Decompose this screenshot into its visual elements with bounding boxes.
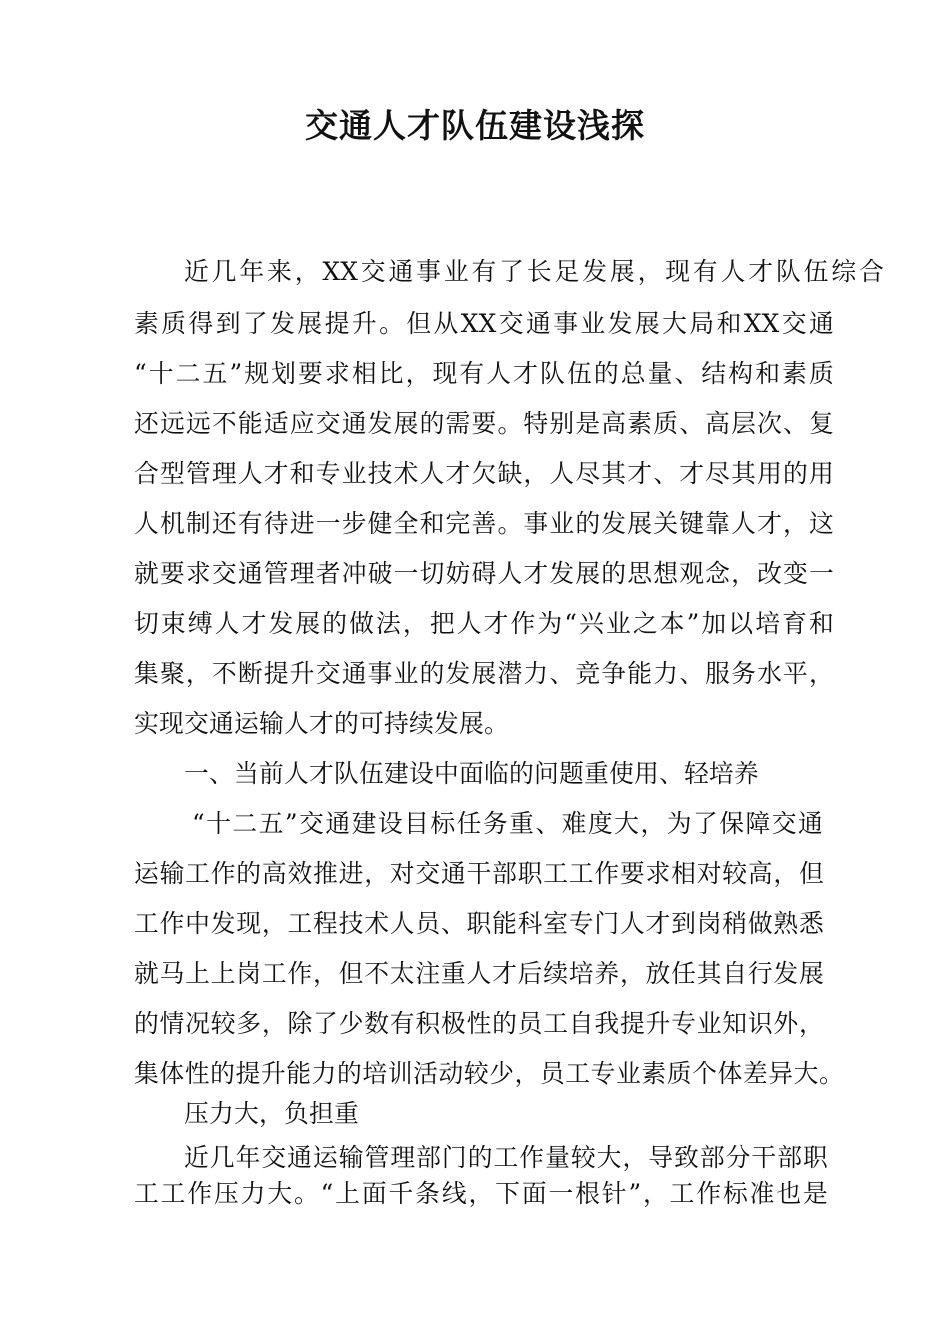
paragraph-line: 就马上上岗工作，但不太注重人才后续培养，放任其自行发展 xyxy=(134,959,824,988)
paragraph-line: 人机制还有待进一步健全和完善。事业的发展关键靠人才，这 xyxy=(134,509,834,538)
document-title: 交通人才队伍建设浅探 xyxy=(305,106,645,145)
paragraph-line: “十二五”规划要求相比，现有人才队伍的总量、结构和素质 xyxy=(134,359,834,388)
paragraph-line: 素质得到了发展提升。但从XX交通事业发展大局和XX交通 xyxy=(134,309,834,338)
paragraph-line: 就要求交通管理者冲破一切妨碍人才发展的思想观念，改变一 xyxy=(134,559,834,588)
paragraph-line: 实现交通运输人才的可持续发展。 xyxy=(134,709,509,738)
section-heading: 一、当前人才队伍建设中面临的问题重使用、轻培养 xyxy=(184,759,759,788)
paragraph-line: “十二五”交通建设目标任务重、难度大，为了保障交通 xyxy=(192,809,823,838)
paragraph-line: 工作中发现，工程技术人员、职能科室专门人才到岗稍做熟悉 xyxy=(134,909,824,938)
paragraph-line: 还远远不能适应交通发展的需要。特别是高素质、高层次、复 xyxy=(134,409,834,438)
paragraph-line: 近几年交通运输管理部门的工作量较大，导致部分干部职 xyxy=(184,1143,828,1172)
paragraph-line: 工工作压力大。“上面千条线，下面一根针”，工作标准也是 xyxy=(134,1179,828,1208)
paragraph-line: 切束缚人才发展的做法，把人才作为“兴业之本”加以培育和 xyxy=(134,609,834,638)
paragraph-line: 集聚，不断提升交通事业的发展潜力、竞争能力、服务水平， xyxy=(134,659,834,688)
subheading: 压力大，负担重 xyxy=(184,1099,359,1128)
paragraph-line: 合型管理人才和专业技术人才欠缺，人尽其才、才尽其用的用 xyxy=(134,459,834,488)
paragraph-line: 集体性的提升能力的培训活动较少，员工专业素质个体差异大。 xyxy=(134,1059,844,1088)
paragraph-line: 的情况较多，除了少数有积极性的员工自我提升专业知识外， xyxy=(134,1009,824,1038)
paragraph-line: 运输工作的高效推进，对交通干部职工工作要求相对较高，但 xyxy=(134,859,824,888)
paragraph-line: 近几年来，XX交通事业有了长足发展，现有人才队伍综合 xyxy=(184,257,884,286)
